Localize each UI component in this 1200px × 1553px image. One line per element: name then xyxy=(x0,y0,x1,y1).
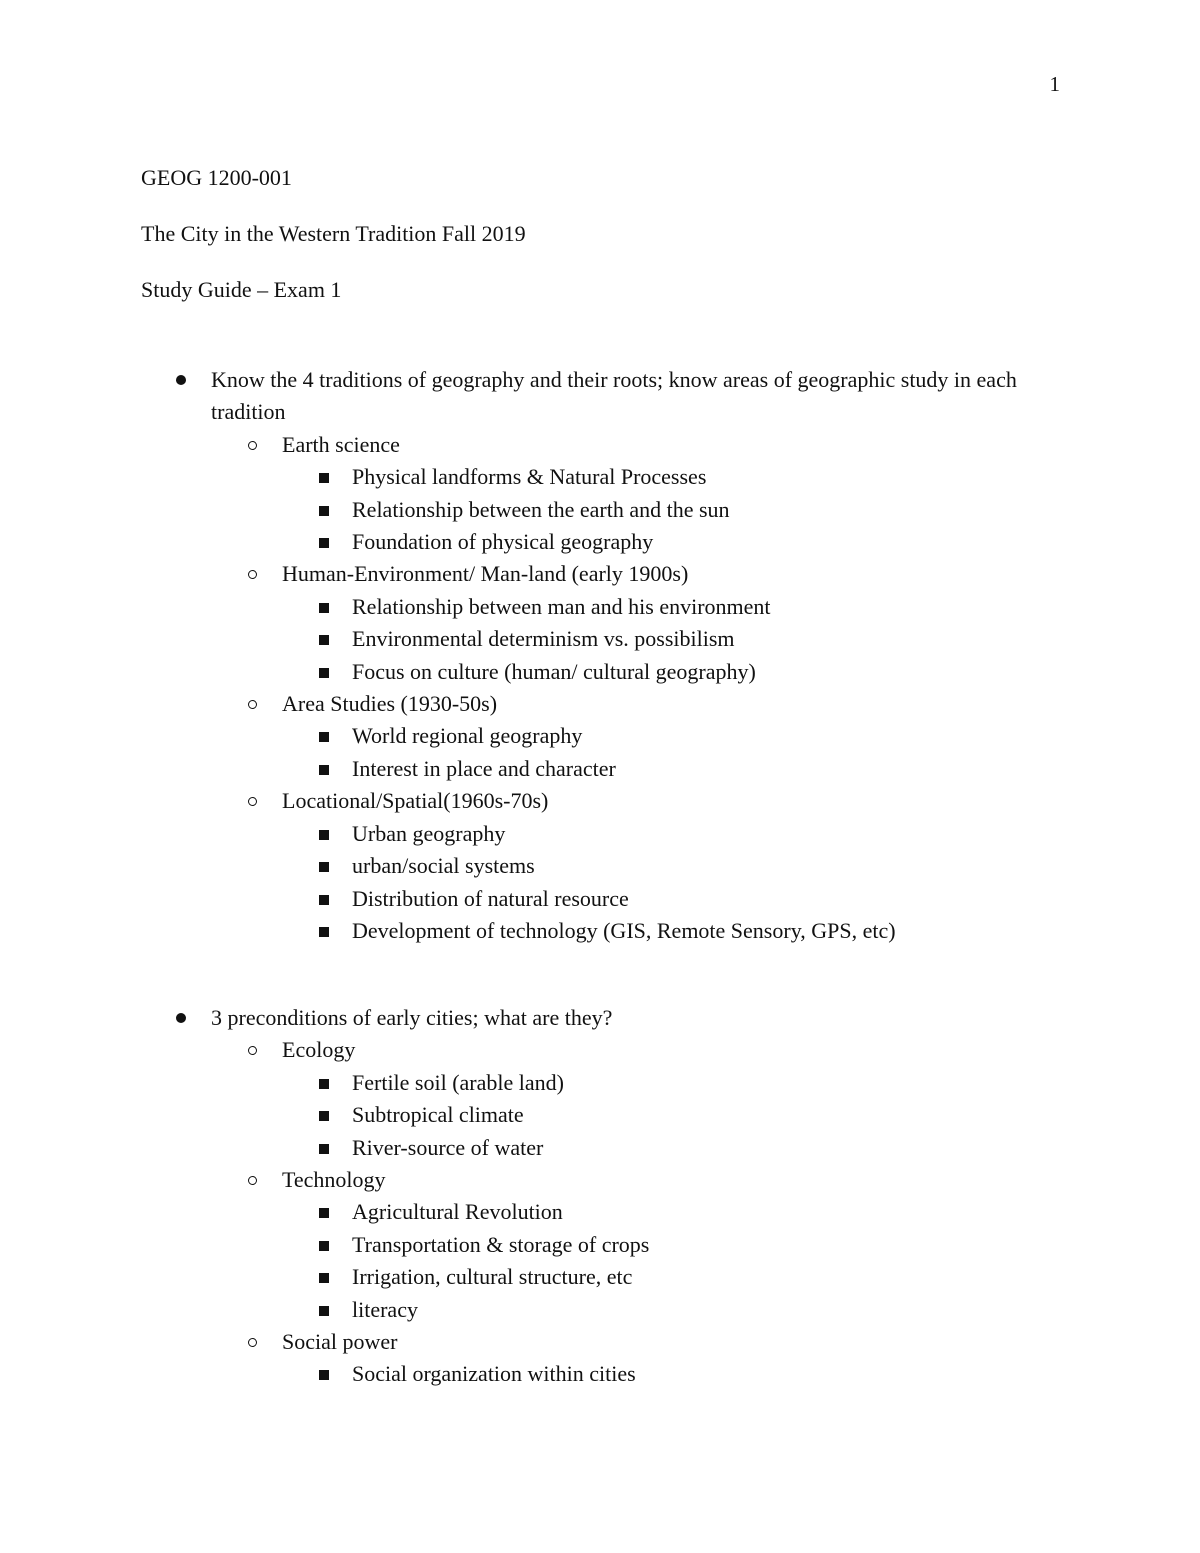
square-bullet-icon xyxy=(319,1144,329,1154)
list-item-text: Focus on culture (human/ cultural geography) xyxy=(352,658,756,684)
list-item xyxy=(0,1099,1041,1131)
list-item-text: Interest in place and character xyxy=(352,755,616,781)
square-bullet-icon xyxy=(319,603,329,613)
list-item xyxy=(0,818,1041,850)
list-item xyxy=(0,429,1041,559)
list-item xyxy=(0,688,1041,785)
list-item xyxy=(0,720,1041,752)
list-item-text: Foundation of physical geography xyxy=(352,529,654,555)
list-item-text: Earth science xyxy=(282,431,400,457)
list-item-text: Know the 4 traditions of geography and their roots; know areas of geographic study in each tradition xyxy=(211,367,1017,425)
list-item xyxy=(0,461,1041,493)
square-bullet-icon xyxy=(319,1241,329,1251)
list-item xyxy=(0,364,1041,947)
document-subtitle: Study Guide – Exam 1 xyxy=(141,277,342,302)
square-bullet-icon xyxy=(319,1079,329,1089)
course-title: The City in the Western Tradition Fall 2019 xyxy=(141,221,526,246)
disc-bullet-icon xyxy=(176,375,186,385)
list-item-text: Physical landforms & Natural Processes xyxy=(352,464,707,490)
list-item-text: Human-Environment/ Man-land (early 1900s) xyxy=(282,561,689,587)
square-bullet-icon xyxy=(319,506,329,516)
list-item-text: literacy xyxy=(352,1296,418,1322)
list-item xyxy=(0,883,1041,915)
list-item xyxy=(0,915,1041,947)
list-item xyxy=(0,526,1041,558)
list-item-text: Technology xyxy=(282,1167,386,1193)
square-bullet-icon xyxy=(319,862,329,872)
list-item xyxy=(0,558,1041,688)
list-item xyxy=(0,1002,1041,1391)
list-item-text: Relationship between the earth and the sun xyxy=(352,496,730,522)
list-item-text: Environmental determinism vs. possibilism xyxy=(352,626,735,652)
list-item xyxy=(0,623,1041,655)
list-item-text: Subtropical climate xyxy=(352,1102,524,1128)
square-bullet-icon xyxy=(319,895,329,905)
circle-bullet-icon xyxy=(248,797,257,806)
list-item-text: Social organization within cities xyxy=(352,1361,636,1387)
circle-bullet-icon xyxy=(248,570,257,579)
page-number: 1 xyxy=(1049,72,1060,96)
list-item-text: Area Studies (1930-50s) xyxy=(282,691,498,717)
list-item-text: Development of technology (GIS, Remote Sensory, GPS, etc) xyxy=(352,917,896,943)
list-item-text: Locational/Spatial(1960s-70s) xyxy=(282,788,549,814)
list-item xyxy=(0,1196,1041,1228)
list-item-text: Agricultural Revolution xyxy=(352,1199,563,1225)
list-item-text: 3 preconditions of early cities; what are they? xyxy=(211,1005,613,1030)
list-item xyxy=(0,494,1041,526)
outline-section-traditions xyxy=(0,364,1200,947)
disc-bullet-icon xyxy=(176,1013,186,1023)
list-item-text: Urban geography xyxy=(352,820,506,846)
square-bullet-icon xyxy=(319,668,329,678)
square-bullet-icon xyxy=(319,635,329,645)
list-item xyxy=(0,753,1041,785)
list-item-text: Fertile soil (arable land) xyxy=(352,1069,564,1095)
list-item-text: urban/social systems xyxy=(352,853,535,879)
list-item xyxy=(0,1229,1041,1261)
list-item-text: Relationship between man and his environment xyxy=(352,593,771,619)
list-item-text: Ecology xyxy=(282,1037,356,1063)
list-item xyxy=(0,1034,1041,1164)
outline-section-preconditions xyxy=(0,1002,1200,1391)
list-item xyxy=(0,1132,1041,1164)
list-item xyxy=(0,1261,1041,1293)
square-bullet-icon xyxy=(319,765,329,775)
circle-bullet-icon xyxy=(248,1338,257,1347)
square-bullet-icon xyxy=(319,1370,329,1380)
square-bullet-icon xyxy=(319,1111,329,1121)
list-item-text: River-source of water xyxy=(352,1134,544,1160)
course-code: GEOG 1200-001 xyxy=(141,165,292,190)
list-item-text: Irrigation, cultural structure, etc xyxy=(352,1264,633,1290)
list-item-text: Social power xyxy=(282,1329,398,1355)
list-item xyxy=(0,656,1041,688)
square-bullet-icon xyxy=(319,830,329,840)
circle-bullet-icon xyxy=(248,1046,257,1055)
list-item-text: Distribution of natural resource xyxy=(352,885,629,911)
list-item xyxy=(0,1164,1041,1326)
list-item-text: World regional geography xyxy=(352,723,583,749)
circle-bullet-icon xyxy=(248,700,257,709)
square-bullet-icon xyxy=(319,1208,329,1218)
circle-bullet-icon xyxy=(248,1176,257,1185)
square-bullet-icon xyxy=(319,473,329,483)
list-item xyxy=(0,1294,1041,1326)
square-bullet-icon xyxy=(319,927,329,937)
list-item xyxy=(0,850,1041,882)
square-bullet-icon xyxy=(319,732,329,742)
list-item xyxy=(0,591,1041,623)
list-item xyxy=(0,1067,1041,1099)
circle-bullet-icon xyxy=(248,441,257,450)
list-item xyxy=(0,785,1041,947)
list-item xyxy=(0,1358,1041,1390)
square-bullet-icon xyxy=(319,1306,329,1316)
square-bullet-icon xyxy=(319,1273,329,1283)
square-bullet-icon xyxy=(319,538,329,548)
list-item-text: Transportation & storage of crops xyxy=(352,1231,650,1257)
list-item xyxy=(0,1326,1041,1391)
